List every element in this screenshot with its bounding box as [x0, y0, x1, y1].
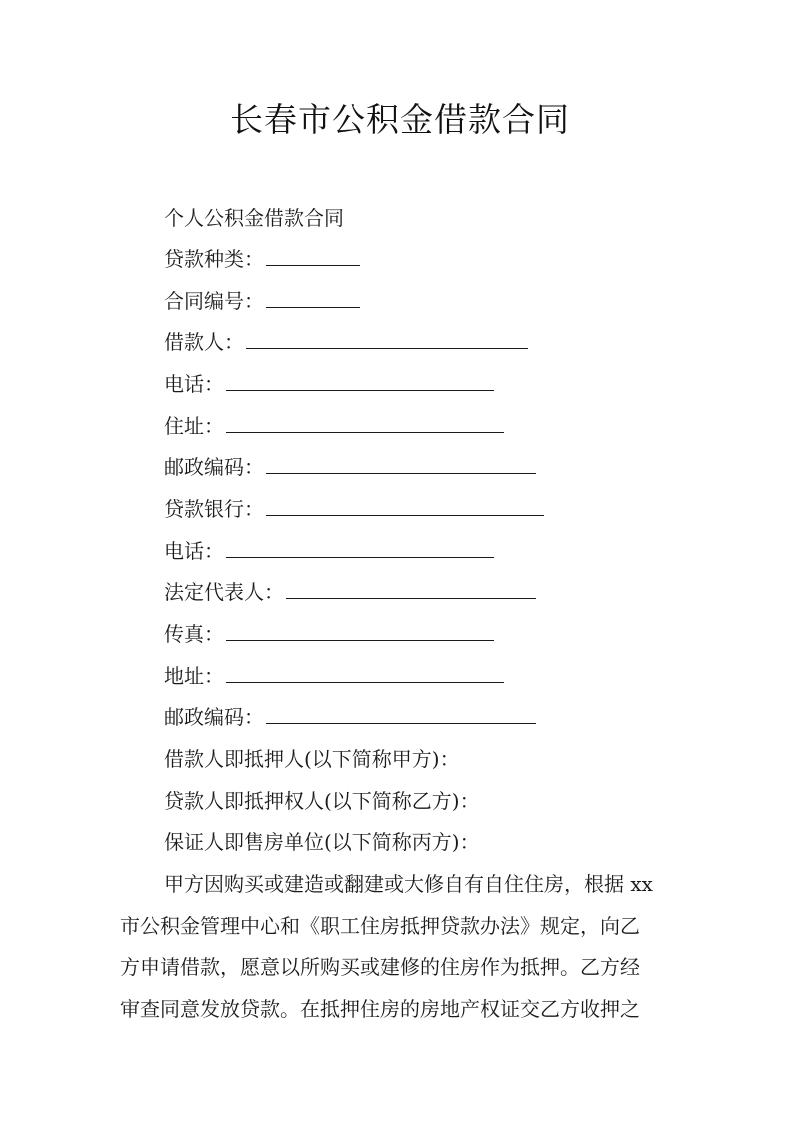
field-contract-number: [164, 286, 360, 316]
field-borrower: [164, 327, 528, 357]
field-residence: [164, 411, 504, 441]
field-label: 贷款银行：: [164, 497, 264, 521]
field-postal-code: [164, 452, 536, 482]
body-paragraph-line: 方申请借款，愿意以所购买或建修的住房作为抵押。乙方经: [120, 955, 640, 979]
field-label: 住址：: [164, 414, 224, 438]
fill-blank: [286, 578, 536, 599]
body-paragraph-line: 审查同意发放贷款。在抵押住房的房地产权证交乙方收押之: [120, 997, 640, 1021]
field-label: 传真：: [164, 622, 224, 646]
field-label: 地址：: [164, 664, 224, 688]
body-paragraph-line: 市公积金管理中心和《职工住房抵押贷款办法》规定，向乙: [120, 914, 640, 938]
field-loan-type: [164, 244, 360, 274]
fill-blank: [226, 370, 494, 391]
field-label: 电话：: [164, 539, 224, 563]
field-label: 合同编号：: [164, 289, 264, 313]
party-lender: 贷款人即抵押权人(以下简称乙方)：: [164, 789, 480, 813]
field-label: 贷款种类：: [164, 247, 264, 271]
fill-blank: [226, 620, 494, 641]
fill-blank: [246, 328, 528, 349]
field-label: 借款人：: [164, 330, 244, 354]
body-paragraph-line: 甲方因购买或建造或翻建或大修自有自住住房，根据 xx: [164, 872, 653, 896]
field-label: 法定代表人：: [164, 580, 284, 604]
document-subtitle: 个人公积金借款合同: [164, 206, 344, 230]
field-bank-phone: [164, 536, 494, 566]
party-borrower: 借款人即抵押人(以下简称甲方)：: [164, 747, 460, 771]
document-title: 长春市公积金借款合同: [230, 100, 570, 139]
fill-blank: [226, 537, 494, 558]
field-lending-bank: [164, 494, 544, 524]
party-guarantor: 保证人即售房单位(以下简称丙方)：: [164, 830, 480, 854]
field-postal-code-2: [164, 702, 536, 732]
field-phone: [164, 369, 494, 399]
fill-blank: [266, 495, 544, 516]
field-address: [164, 661, 504, 691]
field-label: 邮政编码：: [164, 455, 264, 479]
fill-blank: [266, 245, 360, 266]
fill-blank: [226, 662, 504, 683]
fill-blank: [226, 412, 504, 433]
fill-blank: [266, 703, 536, 724]
field-legal-representative: [164, 577, 536, 607]
fill-blank: [266, 287, 360, 308]
field-label: 邮政编码：: [164, 705, 264, 729]
field-label: 电话：: [164, 372, 224, 396]
field-fax: [164, 619, 494, 649]
fill-blank: [266, 453, 536, 474]
